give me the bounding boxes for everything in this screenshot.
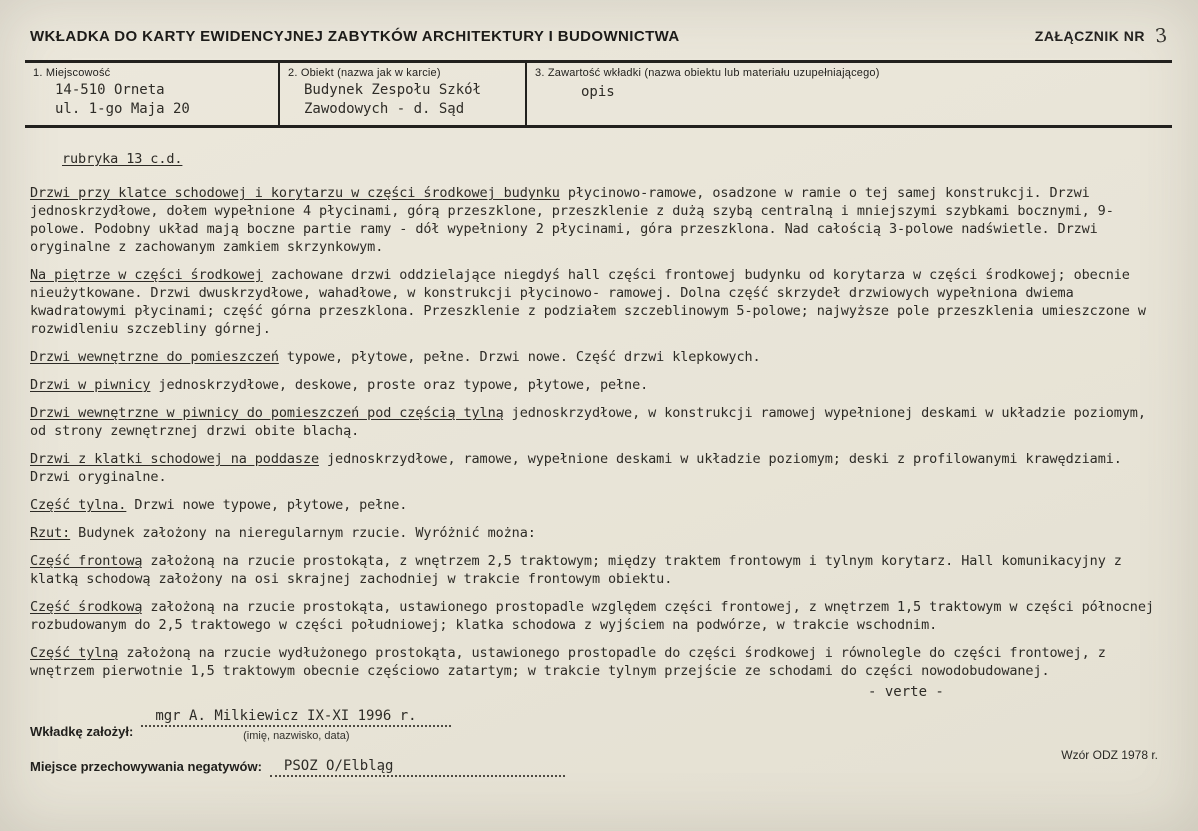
paragraph-lead-underlined: Drzwi wewnętrzne do pomieszczeń — [30, 349, 279, 365]
paragraph — [30, 598, 1166, 634]
body-text — [30, 150, 1166, 690]
paragraph-rest: założoną na rzucie prostokąta, ustawionego prostopadle względem części frontowej, z wnętrzem 1,5 traktowym w części północnej rozbudowanym do 2,5 traktowego w części południowej; klatka schodowa z wyjściem na podwórze, w trakcie wschodnim. — [30, 599, 1154, 633]
paragraph — [30, 348, 1166, 366]
field-miejscowosc — [25, 63, 278, 125]
paragraph-lead-underlined: Rzut: — [30, 525, 71, 541]
attachment-label — [1035, 24, 1168, 46]
field-obiekt-value-line1: Budynek Zespołu Szkół — [304, 82, 482, 98]
paragraph — [30, 644, 1166, 680]
form-code: Wzór ODZ 1978 r. — [1061, 748, 1158, 762]
body-paragraphs — [30, 184, 1166, 680]
field-miejscowosc-label: 1. Miejscowość — [33, 67, 111, 79]
form-field-table — [25, 60, 1172, 128]
field-zawartosc-value: opis — [581, 84, 615, 100]
paragraph-rest: jednoskrzydłowe, deskowe, proste oraz typowe, płytowe, pełne. — [158, 377, 649, 393]
rubric-heading: rubryka 13 c.d. — [62, 151, 183, 167]
field-obiekt — [278, 63, 525, 125]
paragraph-lead-underlined: Na piętrze w części środkowej — [30, 267, 263, 283]
paragraph-lead-underlined: Drzwi z klatki schodowej na poddasze — [30, 451, 319, 467]
paragraph — [30, 404, 1166, 440]
attachment-label-text: ZAŁĄCZNIK NR — [1034, 28, 1146, 44]
paragraph — [30, 450, 1166, 486]
negatives-value: PSOZ O/Elbląg — [270, 758, 565, 777]
negatives-label: Miejsce przechowywania negatywów: — [30, 759, 262, 774]
paragraph-rest: jednoskrzydłowe, ramowe, wypełnione deskami w układzie poziomym; deski z profilowanymi krawędziami. Drzwi oryginalne. — [30, 451, 1122, 485]
paragraph — [30, 496, 1166, 514]
form-header — [30, 24, 1168, 46]
paragraph — [30, 184, 1166, 256]
negatives-field — [270, 758, 565, 777]
founder-value: mgr A. Milkiewicz IX-XI 1996 r. — [141, 708, 451, 727]
paragraph-rest: płycinowo-ramowe, osadzone w ramie o tej samej konstrukcji. Drzwi jednoskrzydłowe, dołem wypełnione 4 płycinami, górą przeszklone, przeszklenie z dużą szybą centralną i mniejszymi szybkami bocznymi, 9-polowe. Podobny układ mają boczne partie ramy - dół wypełniony 2 płycinami, góra przeszklona. Nad całością 3-polowe nadświetle. Drzwi oryginalne z zachowanym zamkiem skrzynkowym. — [30, 185, 1114, 255]
paragraph-rest: jednoskrzydłowe, w konstrukcji ramowej wypełnionej deskami w układzie poziomym, od strony zewnętrznej drzwi obite blachą. — [30, 405, 1146, 439]
verte-note: - verte - — [868, 684, 944, 700]
negatives-row — [30, 758, 565, 777]
paragraph-rest: Budynek założony na nieregularnym rzucie. Wyróżnić można: — [78, 525, 536, 541]
paragraph-rest: typowe, płytowe, pełne. Drzwi nowe. Część drzwi klepkowych. — [286, 349, 761, 365]
paragraph-lead-underlined: Drzwi przy klatce schodowej i korytarzu w części środkowej budynku — [30, 185, 560, 201]
paragraph-lead-underlined: Część frontową — [30, 553, 143, 569]
field-miejscowosc-value-line1: 14-510 Orneta — [55, 82, 165, 98]
field-zawartosc — [525, 63, 1172, 125]
founder-label: Wkładkę założył: — [30, 724, 134, 739]
founder-field — [141, 708, 451, 742]
attachment-number-handwritten: 3 — [1154, 24, 1170, 48]
field-obiekt-value-line2: Zawodowych - d. Sąd — [304, 101, 465, 117]
field-miejscowosc-value-line2: ul. 1-go Maja 20 — [55, 101, 190, 117]
paragraph-lead-underlined: Część środkową — [30, 599, 143, 615]
paragraph-rest: założoną na rzucie prostokąta, z wnętrzem 2,5 traktowym; między traktem frontowym i tylnym korytarz. Hall komunikacyjny z klatką schodową założony na osi skrajnej zachodniej w trakcie frontowym obiektu. — [30, 553, 1122, 587]
paragraph-rest: założoną na rzucie wydłużonego prostokąta, ustawionego prostopadle do części środkowej i równolegle do części frontowej, z wnętrzem pierwotnie 1,5 traktowym obecnie częściowo zatartym; w trakcie tylnym przejście ze schodami do części nowodobudowanej. — [30, 645, 1106, 679]
field-zawartosc-label: 3. Zawartość wkładki (nazwa obiektu lub materiału uzupełniającego) — [535, 67, 880, 79]
paragraph-rest: Drzwi nowe typowe, płytowe, pełne. — [134, 497, 408, 513]
paragraph — [30, 552, 1166, 588]
paragraph-rest: zachowane drzwi oddzielające niegdyś hall części frontowej budynku od korytarza w części środkowej; obecnie nieużytkowane. Drzwi dwuskrzydłowe, wahadłowe, w konstrukcji płycinowo- ramowej. Dolna część skrzydeł drzwiowych wypełniona dwiema kwadratowymi płycinami; część górna przeszklona. Przeszklenie z podziałem szczeblinowym 5-polowe; najwyższe pole przeszklenia umieszczone w rozwidleniu szczebliny górnej. — [30, 267, 1146, 337]
field-obiekt-label: 2. Obiekt (nazwa jak w karcie) — [288, 67, 441, 79]
paragraph-lead-underlined: Część tylną — [30, 645, 119, 661]
paragraph — [30, 524, 1166, 542]
paragraph-lead-underlined: Część tylna. — [30, 497, 127, 513]
founder-hint: (imię, nazwisko, data) — [243, 730, 350, 742]
paragraph — [30, 376, 1166, 394]
paragraph — [30, 266, 1166, 338]
paragraph-lead-underlined: Drzwi w piwnicy — [30, 377, 151, 393]
paragraph-lead-underlined: Drzwi wewnętrzne w piwnicy do pomieszczeń pod częścią tylną — [30, 405, 504, 421]
founder-row — [30, 708, 451, 742]
form-title: WKŁADKA DO KARTY EWIDENCYJNEJ ZABYTKÓW ARCHITEKTURY I BUDOWNICTWA — [30, 28, 680, 45]
